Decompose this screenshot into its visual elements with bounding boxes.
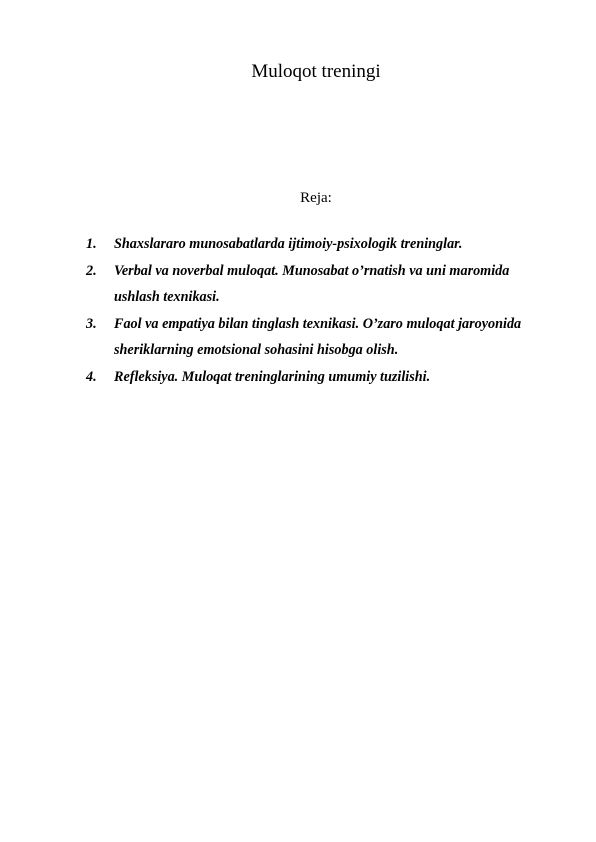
plan-item-1	[86, 231, 556, 258]
plan-item-number: 4.	[86, 368, 97, 385]
plan-item-3	[86, 311, 556, 364]
plan-item-number: 1.	[86, 236, 97, 252]
plan-item-number: 3.	[86, 315, 97, 332]
plan-item-number: 2.	[86, 262, 97, 279]
plan-item-text: Refleksiya. Muloqat treninglarining umumiy tuzilishi.	[114, 368, 431, 385]
plan-item-text: Verbal va noverbal muloqat. Munosabat o’rnatish va uni maromida ushlash texnikasi.	[114, 262, 510, 305]
plan-item-2	[86, 258, 556, 311]
plan-item-text: Faol va empatiya bilan tinglash texnikasi. O’zaro muloqat jaroyonida sheriklarning emotsional sohasini hisobga olish.	[114, 315, 522, 358]
plan-item-text: Shaxslararo munosabatlarda ijtimoiy-psixologik treninglar.	[114, 236, 463, 252]
plan-list	[86, 231, 556, 390]
plan-heading: Reja:	[300, 190, 332, 206]
document-title: Muloqot treningi	[251, 61, 381, 82]
plan-item-4	[86, 364, 556, 391]
